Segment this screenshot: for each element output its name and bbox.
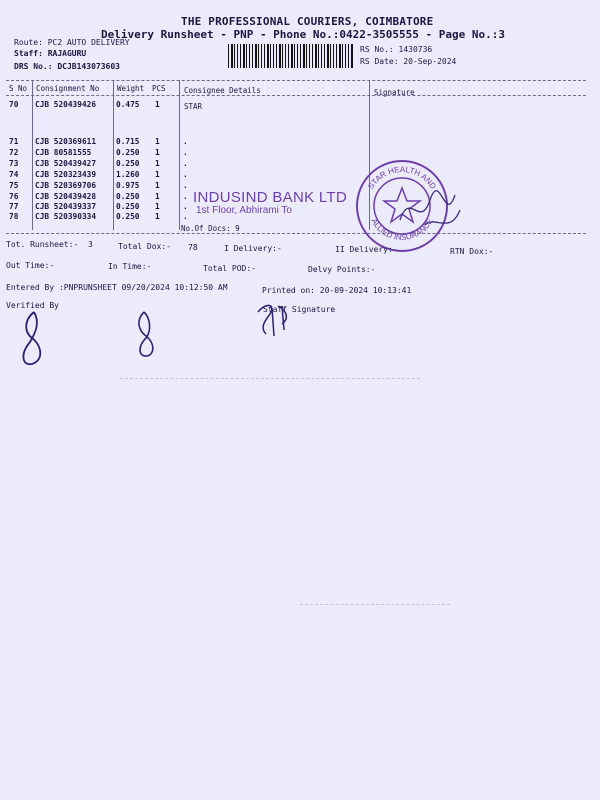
in-time-label: In Time:- <box>108 262 152 271</box>
seal-top-text: STAR HEALTH AND <box>366 164 438 191</box>
row-sno: 77 <box>9 202 19 211</box>
row-pcs: 1 <box>155 181 160 190</box>
row-sno: 71 <box>9 137 19 146</box>
row-details: . <box>183 137 188 146</box>
col-consignee: Consignee Details <box>184 86 261 95</box>
header-rule-bottom <box>6 95 586 96</box>
col-sno: S No <box>9 84 28 93</box>
row-details: STAR <box>184 102 203 111</box>
col-consignment: Consignment No <box>36 84 100 93</box>
row-sno: 75 <box>9 181 19 190</box>
row-weight: 0.250 <box>116 202 140 211</box>
row-sno: 70 <box>9 100 19 109</box>
tot-runsheet-label: Tot. Runsheet:- <box>6 240 79 249</box>
row-weight: 0.250 <box>116 212 140 221</box>
row-pcs: 1 <box>155 148 160 157</box>
i-delivery-label: I Delivery:- <box>224 244 282 253</box>
row-weight: 0.250 <box>116 192 140 201</box>
row-weight: 1.260 <box>116 170 140 179</box>
row-sno: 76 <box>9 192 19 201</box>
scan-artefact <box>120 378 420 379</box>
rs-date: RS Date: 20-Sep-2024 <box>360 57 457 66</box>
row-consignment: CJB 520439426 <box>35 100 97 109</box>
row-details: . <box>183 192 188 201</box>
row-weight: 0.250 <box>116 148 140 157</box>
rtn-dox-label: RTN Dox:- <box>450 247 494 256</box>
tot-runsheet-value: 3 <box>88 240 93 249</box>
row-pcs: 1 <box>155 100 160 109</box>
table-rule-bottom <box>6 233 586 234</box>
col-signature: Signature <box>374 88 415 97</box>
rs-number: RS No.: 1430736 <box>360 45 433 54</box>
col-weight: Weight <box>117 84 145 93</box>
col-pcs: PCS <box>152 84 166 93</box>
scan-artefact <box>300 604 450 605</box>
total-dox-value: 78 <box>188 243 198 252</box>
row-weight: 0.715 <box>116 137 140 146</box>
seal-bottom-text: ALLIED INSURANCE <box>369 216 435 243</box>
row-weight: 0.475 <box>116 100 140 109</box>
verified-by-label: Verified By <box>6 301 59 310</box>
route-label: Route: PC2 AUTO DELIVERY <box>14 38 130 47</box>
row-sno: 74 <box>9 170 19 179</box>
col-divider <box>113 80 114 230</box>
ii-delivery-label: II Delivery:- <box>335 245 398 254</box>
row-details: . <box>183 202 188 211</box>
staff-label: Staff: RAJAGURU <box>14 49 87 58</box>
row-consignment: CJB 520369706 <box>35 181 97 190</box>
handwritten-mark <box>134 310 160 360</box>
row-details: . <box>183 181 188 190</box>
staff-signature-scribble <box>252 300 298 340</box>
delvy-points-label: Delvy Points:- <box>308 265 376 274</box>
signature-scribble <box>395 180 465 240</box>
entered-by: Entered By :PNPRUNSHEET 09/20/2024 10:12:50 AM <box>6 283 228 292</box>
row-pcs: 1 <box>155 212 160 221</box>
row-sno: 73 <box>9 159 19 168</box>
docs-count: No.Of Docs: 9 <box>181 224 240 233</box>
row-details: . <box>183 148 188 157</box>
row-consignment: CJB 520390334 <box>35 212 97 221</box>
col-divider <box>32 80 33 230</box>
out-time-label: Out Time:- <box>6 261 55 270</box>
row-pcs: 1 <box>155 170 160 179</box>
printed-on: Printed on: 20-09-2024 10:13:41 <box>262 286 412 295</box>
barcode <box>228 44 353 68</box>
staff-signature-label: Staff Signature <box>263 305 336 314</box>
row-pcs: 1 <box>155 192 160 201</box>
row-details: . <box>183 159 188 168</box>
header-rule-top <box>6 80 586 81</box>
row-consignment: CJB 520323439 <box>35 170 97 179</box>
bank-stamp-line: 1st Floor, Abhirami To <box>196 205 292 216</box>
row-consignment: CJB 520369611 <box>35 137 97 146</box>
row-consignment: CJB 80581555 <box>35 148 92 157</box>
row-weight: 0.250 <box>116 159 140 168</box>
total-pod-label: Total POD:- <box>203 264 256 273</box>
doc-subtitle: Delivery Runsheet - PNP - Phone No.:0422-3505555 - Page No.:3 <box>101 28 505 41</box>
row-pcs: 1 <box>155 159 160 168</box>
row-sno: 72 <box>9 148 19 157</box>
drs-number: DRS No.: DCJB143073603 <box>14 62 120 71</box>
total-dox-label: Total Dox:- <box>118 242 171 251</box>
bank-stamp-name: INDUSIND BANK LTD <box>193 189 348 206</box>
row-details: . <box>183 212 188 221</box>
row-consignment: CJB 520439427 <box>35 159 97 168</box>
row-pcs: 1 <box>155 202 160 211</box>
row-sno: 78 <box>9 212 19 221</box>
row-pcs: 1 <box>155 137 160 146</box>
row-consignment: CJB 520439428 <box>35 192 97 201</box>
doc-title: THE PROFESSIONAL COURIERS, COIMBATORE <box>181 15 434 28</box>
col-divider <box>179 80 180 230</box>
row-consignment: CJB 520439337 <box>35 202 97 211</box>
handwritten-mark <box>18 310 48 368</box>
row-details: . <box>183 170 188 179</box>
row-weight: 0.975 <box>116 181 140 190</box>
